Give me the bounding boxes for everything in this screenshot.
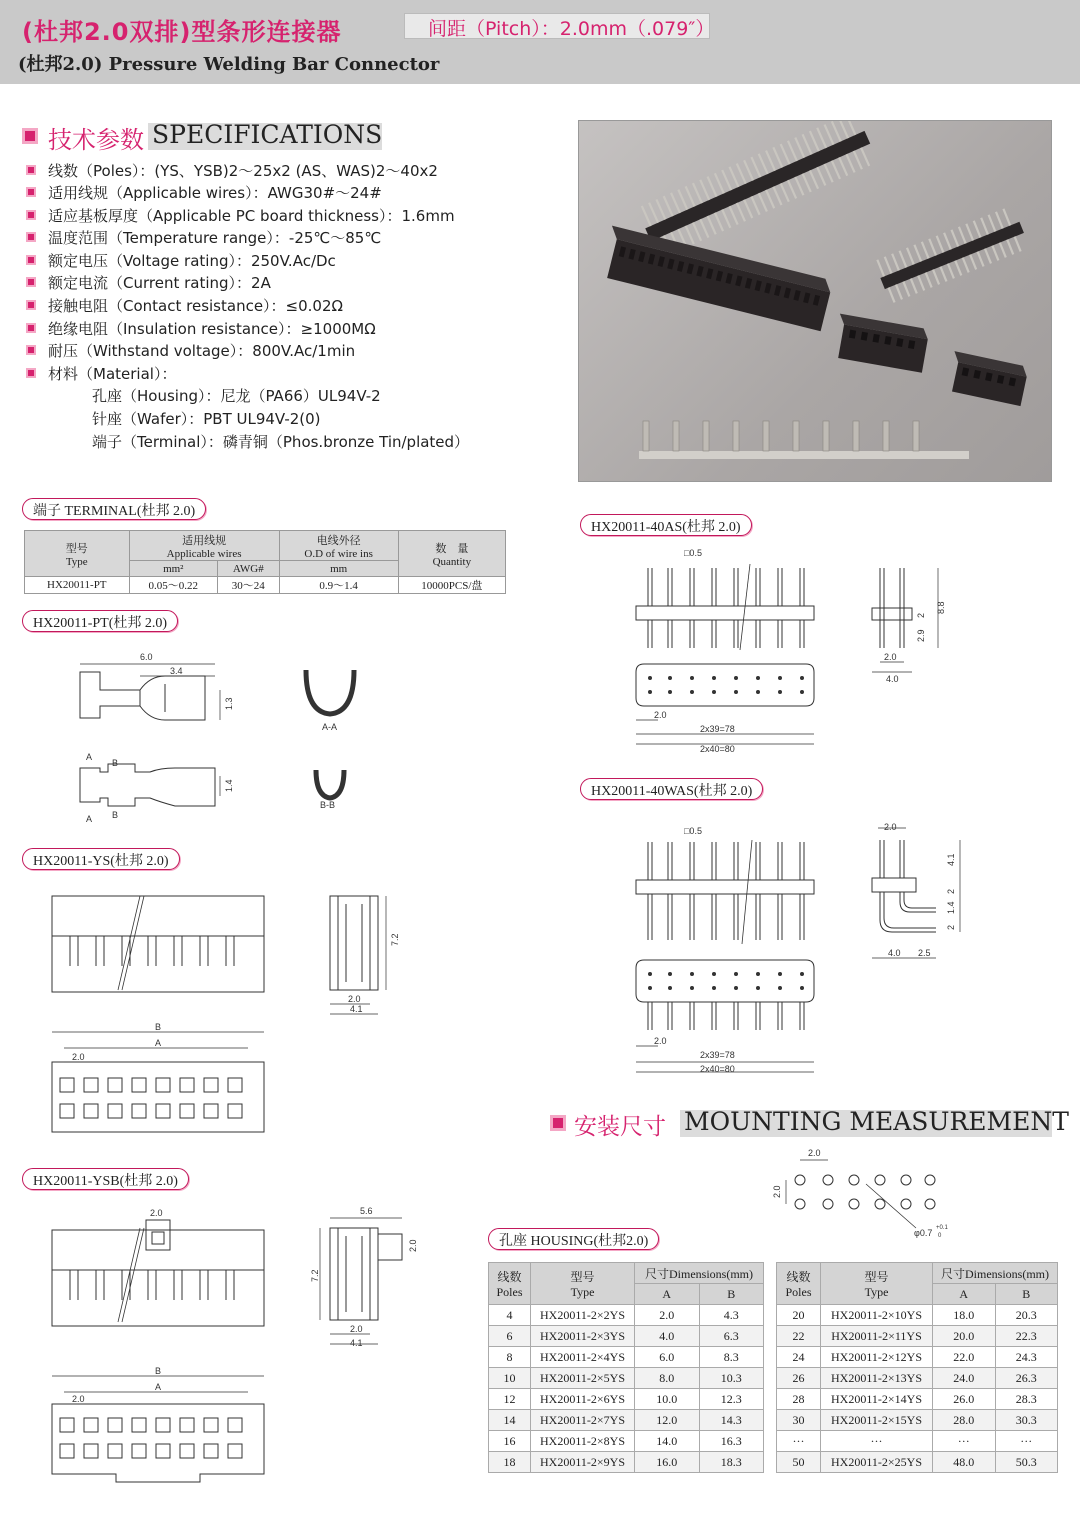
dim-text: 2.0 — [884, 652, 897, 662]
table-cell: 28.3 — [995, 1389, 1058, 1410]
dim-text: 4.1 — [350, 1004, 363, 1014]
table-row — [777, 1347, 1058, 1368]
table-row — [489, 1389, 764, 1410]
dim-text: 2.0 — [808, 1148, 821, 1158]
spec-heading-cn: 技术参数 — [48, 126, 144, 154]
dim-text: 4.1 — [946, 853, 956, 866]
table-row — [489, 1410, 764, 1431]
table-cell: HX20011-2×9YS — [531, 1452, 635, 1473]
housing-table-left: 线数 Poles 型号 Type 尺寸Dimensions(mm) A B 4 HX20011-2×2YS 2.0 4.3 6 HX20011-2×3YS 4.0 6.3 8 HX20011-2×4YS 6.0 8.3 10 HX20011-2×5YS 8.0 10.3 12 HX20011-2×6YS 10.0 12.3 14 HX20011-2×7YS 12.0 14.3 16 HX20011-2×8YS 14.0 16.3 18 HX20011-2×9YS 16.0 18.3 — [488, 1262, 764, 1473]
dim-text: 2.0 — [772, 1185, 782, 1198]
dim-text: A-A — [322, 722, 338, 732]
spec-row: 接触电阻（Contact resistance）：≤0.02Ω — [26, 295, 343, 316]
dim-text: 2x39=78 — [700, 1050, 735, 1060]
ysb-cavities — [60, 1418, 242, 1458]
table-cell: 16.0 — [635, 1452, 700, 1473]
table-row — [777, 1410, 1058, 1431]
table-cell: 14 — [489, 1410, 531, 1431]
table-cell: 8.0 — [635, 1368, 700, 1389]
label-housing: 孔座 HOUSING(杜邦2.0) — [488, 1228, 659, 1250]
table-cell: 10.3 — [699, 1368, 764, 1389]
table-cell: 24.3 — [995, 1347, 1058, 1368]
dim-text: 1.4 — [224, 779, 234, 792]
dim-text: 2.0 — [72, 1394, 85, 1404]
dim-text: 5.6 — [360, 1206, 373, 1216]
label-ysb: HX20011-YSB(杜邦 2.0) — [22, 1168, 189, 1190]
table-cell: 8.3 — [699, 1347, 764, 1368]
dim-text: A — [155, 1038, 162, 1048]
dim-text: 0 — [938, 1233, 942, 1239]
housing-rows-left — [489, 1305, 764, 1473]
title-en: (杜邦2.0) Pressure Welding Bar Connector — [18, 54, 440, 75]
table-row — [489, 1347, 764, 1368]
dim-text: 2.9 — [916, 629, 926, 642]
table-cell: 18.0 — [933, 1305, 996, 1326]
housing-table-right: 线数 Poles 型号 Type 尺寸Dimensions(mm) A B 20 HX20011-2×10YS 18.0 20.3 22 HX20011-2×11YS 20.0 22.3 24 HX20011-2×12YS 22.0 24.3 26 HX20011-2×13YS 24.0 26.3 28 HX20011-2×14YS 26.0 28.3 30 HX20011-2×15YS 28.0 30.3 ··· ··· ··· ··· 50 HX20011-2×25YS 48.0 50.3 — [776, 1262, 1058, 1473]
spec-row: 温度范围（Temperature range）：-25℃～85℃ — [26, 227, 381, 248]
col-awg: AWG# — [217, 561, 279, 577]
ysb-front — [52, 1220, 264, 1326]
pt-side-view — [80, 664, 220, 720]
table-row — [777, 1326, 1058, 1347]
table-cell: 18.3 — [699, 1452, 764, 1473]
table-cell: 20.0 — [933, 1326, 996, 1347]
spec-row: 额定电流（Current rating）：2A — [26, 272, 271, 293]
table-cell: HX20011-2×15YS — [821, 1410, 933, 1431]
table-cell: 8 — [489, 1347, 531, 1368]
dim-text: 8.8 — [936, 601, 946, 614]
dim-text: 4.1 — [350, 1338, 363, 1348]
table-cell: 16.3 — [699, 1431, 764, 1452]
spec-row: 耐压（Withstand voltage）：800V.Ac/1min — [26, 340, 355, 361]
table-cell: 26 — [777, 1368, 821, 1389]
dim-text: 2x40=80 — [700, 744, 735, 754]
dim-text: □0.5 — [684, 548, 702, 558]
table-cell: 30.3 — [995, 1410, 1058, 1431]
table-cell: HX20011-2×3YS — [531, 1326, 635, 1347]
dim-text: A — [155, 1382, 162, 1392]
housing-rows-right — [777, 1305, 1058, 1473]
dim-text: 2.5 — [918, 948, 931, 958]
table-cell: HX20011-2×10YS — [821, 1305, 933, 1326]
mounting-holes — [786, 1160, 935, 1228]
material-terminal: 端子（Terminal）：磷青铜（Phos.bronze Tin/plated） — [92, 433, 470, 451]
dim-text: 2.0 — [350, 1324, 363, 1334]
table-cell: 24 — [777, 1347, 821, 1368]
table-cell: HX20011-2×13YS — [821, 1368, 933, 1389]
table-cell: 30 — [777, 1410, 821, 1431]
ys-front — [52, 896, 264, 992]
label-pt: HX20011-PT(杜邦 2.0) — [22, 610, 178, 632]
dim-text: 4.0 — [886, 674, 899, 684]
table-cell: 22 — [777, 1326, 821, 1347]
spec-row: 额定电压（Voltage rating）：250V.Ac/Dc — [26, 250, 336, 271]
col-wires: 适用线规 Applicable wires — [129, 531, 279, 561]
table-cell: HX20011-2×14YS — [821, 1389, 933, 1410]
dim-text: A — [86, 752, 93, 762]
table-cell: ··· — [995, 1431, 1058, 1452]
table-cell: 14.3 — [699, 1410, 764, 1431]
table-row: HX20011-PT 0.05～0.22 30～24 0.9～1.4 10000PCS/盘 — [25, 577, 506, 594]
dim-text: B — [112, 758, 119, 768]
table-cell: 14.0 — [635, 1431, 700, 1452]
40was-front — [636, 840, 814, 944]
dim-text: 7.2 — [310, 1269, 320, 1282]
col-mm2: mm² — [129, 561, 217, 577]
table-cell: HX20011-2×6YS — [531, 1389, 635, 1410]
dim-text: 2.0 — [150, 1208, 163, 1218]
table-row — [777, 1305, 1058, 1326]
table-cell: 2.0 — [635, 1305, 700, 1326]
dim-text: 2 — [946, 888, 956, 894]
dim-text: 7.2 — [390, 933, 400, 946]
table-cell: HX20011-2×8YS — [531, 1431, 635, 1452]
40as-front — [636, 564, 814, 650]
dim-text: B — [155, 1366, 162, 1376]
table-cell: HX20011-2×4YS — [531, 1347, 635, 1368]
40as-side — [872, 568, 938, 672]
table-cell: 6 — [489, 1326, 531, 1347]
table-cell: 22.3 — [995, 1326, 1058, 1347]
table-cell: 22.0 — [933, 1347, 996, 1368]
table-cell: 28 — [777, 1389, 821, 1410]
dim-text: 1.4 — [946, 901, 956, 914]
dim-text: B — [112, 810, 119, 820]
label-40as: HX20011-40AS(杜邦 2.0) — [580, 514, 752, 536]
ys-cavities — [60, 1078, 242, 1118]
dim-text: φ0.7 — [914, 1228, 933, 1238]
label-terminal: 端子 TERMINAL(杜邦 2.0) — [22, 498, 206, 520]
dim-text: 2 — [946, 924, 956, 930]
dim-text: 2.0 — [654, 710, 667, 720]
table-cell: HX20011-2×12YS — [821, 1347, 933, 1368]
table-cell: 6.0 — [635, 1347, 700, 1368]
table-row — [777, 1389, 1058, 1410]
dim-text: 2.0 — [654, 1036, 667, 1046]
table-cell: 12.3 — [699, 1389, 764, 1410]
spec-row: 适应基板厚度（Applicable PC board thickness）：1.6mm — [26, 205, 455, 226]
table-row — [489, 1431, 764, 1452]
dim-text: +0.1 — [936, 1225, 948, 1231]
table-row — [777, 1452, 1058, 1473]
dim-text: □0.5 — [684, 826, 702, 836]
dim-text: B — [155, 1022, 162, 1032]
table-cell: 24.0 — [933, 1368, 996, 1389]
table-cell: 12 — [489, 1389, 531, 1410]
table-cell: 48.0 — [933, 1452, 996, 1473]
dim-text: 2.0 — [408, 1239, 418, 1252]
table-cell: HX20011-2×5YS — [531, 1368, 635, 1389]
pitch-text: 间距（Pitch）：2.0mm（.079″） — [428, 18, 715, 40]
mount-heading-cn: 安装尺寸 — [574, 1114, 666, 1140]
table-cell: HX20011-2×2YS — [531, 1305, 635, 1326]
dim-text: 1.3 — [224, 697, 234, 710]
dim-text: A — [86, 814, 93, 824]
dim-text: 2.0 — [884, 822, 897, 832]
table-row — [489, 1326, 764, 1347]
table-cell: HX20011-2×25YS — [821, 1452, 933, 1473]
table-cell: 50 — [777, 1452, 821, 1473]
dim-text: 4.0 — [888, 948, 901, 958]
col-qty: 数 量 Quantity — [398, 531, 505, 577]
table-cell: 26.0 — [933, 1389, 996, 1410]
spec-row: 绝缘电阻（Insulation resistance）：≥1000MΩ — [26, 318, 376, 339]
table-cell: 4.3 — [699, 1305, 764, 1326]
table-cell: HX20011-2×7YS — [531, 1410, 635, 1431]
table-cell: 26.3 — [995, 1368, 1058, 1389]
label-40was: HX20011-40WAS(杜邦 2.0) — [580, 778, 763, 800]
dim-text: 2.0 — [348, 994, 361, 1004]
table-cell: ··· — [821, 1431, 933, 1452]
table-cell: 20.3 — [995, 1305, 1058, 1326]
label-ys: HX20011-YS(杜邦 2.0) — [22, 848, 180, 870]
dim-text: 2x40=80 — [700, 1064, 735, 1074]
material-wafer: 针座（Wafer）：PBT UL94V-2(0) — [92, 410, 321, 428]
col-type: 型号 Type — [25, 531, 130, 577]
table-cell: ··· — [777, 1431, 821, 1452]
spec-row: 适用线规（Applicable wires）：AWG30#～24# — [26, 182, 382, 203]
pt-top-view — [80, 764, 220, 806]
table-cell: 16 — [489, 1431, 531, 1452]
dim-text: 2 — [916, 612, 926, 618]
dim-text: 2x39=78 — [700, 724, 735, 734]
table-cell: 4.0 — [635, 1326, 700, 1347]
table-cell: 4 — [489, 1305, 531, 1326]
table-cell: ··· — [933, 1431, 996, 1452]
table-cell: HX20011-2×11YS — [821, 1326, 933, 1347]
dim-text: 2.0 — [72, 1052, 85, 1062]
title-cn: (杜邦2.0双排)型条形连接器 — [22, 18, 342, 46]
dim-text: B-B — [320, 800, 336, 810]
spec-row: 材料（Material）： — [26, 363, 176, 384]
table-cell: 28.0 — [933, 1410, 996, 1431]
table-cell: 20 — [777, 1305, 821, 1326]
material-housing: 孔座（Housing）：尼龙（PA66）UL94V-2 — [92, 387, 381, 405]
table-cell: 10 — [489, 1368, 531, 1389]
table-row — [777, 1431, 1058, 1452]
table-cell: 6.3 — [699, 1326, 764, 1347]
dim-text: 6.0 — [140, 652, 153, 662]
col-od-mm: mm — [279, 561, 398, 577]
table-cell: 50.3 — [995, 1452, 1058, 1473]
mount-heading-en: MOUNTING MEASUREMENT — [684, 1107, 1069, 1136]
table-cell: 12.0 — [635, 1410, 700, 1431]
table-cell: 18 — [489, 1452, 531, 1473]
table-row — [489, 1305, 764, 1326]
spec-row: 线数（Poles）：(YS、YSB)2～25x2 (AS、WAS)2～40x2 — [26, 160, 438, 181]
table-row — [489, 1368, 764, 1389]
col-od: 电线外径 O.D of wire ins — [279, 531, 398, 561]
table-cell: 10.0 — [635, 1389, 700, 1410]
dim-text: 3.4 — [170, 666, 183, 676]
table-row — [777, 1368, 1058, 1389]
table-row — [489, 1452, 764, 1473]
square-bullet-icon — [550, 1115, 566, 1131]
spec-heading-en: SPECIFICATIONS — [152, 120, 383, 149]
